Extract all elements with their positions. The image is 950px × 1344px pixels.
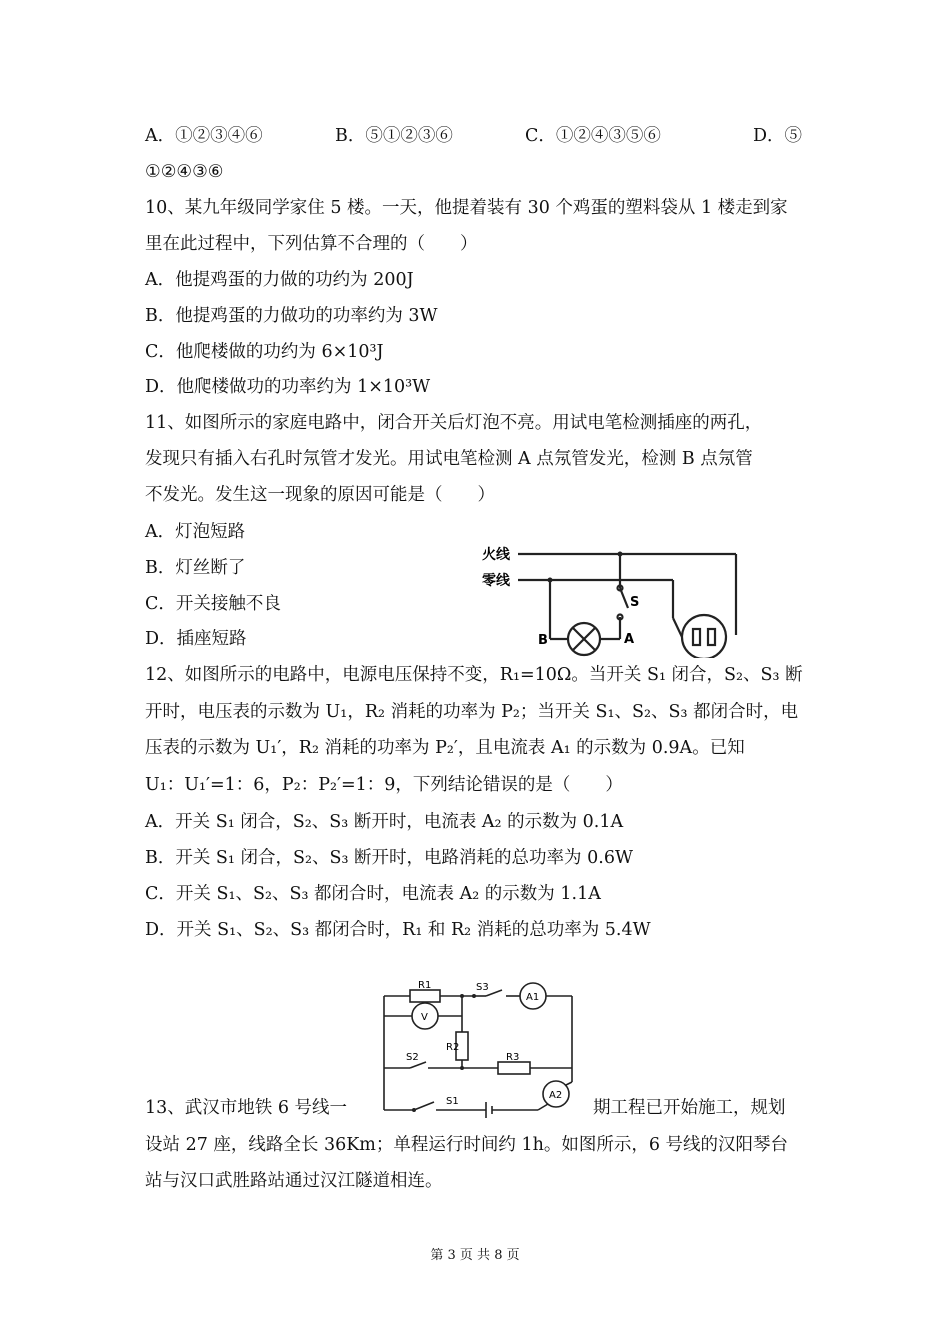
- s1-label: S1: [446, 1096, 459, 1107]
- q9-option-d: D．⑤: [753, 126, 803, 146]
- q10-stem-line-2: 里在此过程中，下列估算不合理的（ ）: [145, 234, 478, 254]
- q12-option-a: A．开关 S₁ 闭合，S₂、S₃ 断开时，电流表 A₂ 的示数为 0.1A: [145, 812, 624, 832]
- q10-option-b: B．他提鸡蛋的力做功的功率约为 3W: [145, 306, 438, 326]
- q9-option-b: B．⑤①②③⑥: [335, 126, 453, 146]
- q9-option-a: A．①②③④⑥: [145, 126, 263, 146]
- voltmeter-label: V: [421, 1012, 428, 1023]
- live-wire-label: 火线: [482, 547, 510, 563]
- q11-stem-line-3: 不发光。发生这一现象的原因可能是（ ）: [145, 485, 495, 505]
- q11-stem-line-2: 发现只有插入右孔时氖管才发光。用试电笔检测 A 点氖管发光，检测 B 点氖管: [145, 449, 753, 469]
- point-a-label: A: [624, 632, 635, 647]
- q10-option-a: A．他提鸡蛋的力做的功约为 200J: [145, 270, 414, 290]
- q12-stem-line-3: 压表的示数为 U₁′，R₂ 消耗的功率为 P₂′，且电流表 A₁ 的示数为 0.9A。已知: [145, 738, 745, 758]
- page-footer: 第 3 页 共 8 页: [430, 1248, 520, 1263]
- q13-stem-line-2: 设站 27 座，线路全长 36Km；单程运行时间约 1h。如图所示，6 号线的汉阳琴台: [145, 1135, 789, 1155]
- household-circuit-diagram: [478, 540, 743, 658]
- q11-option-b: B．灯丝断了: [145, 558, 246, 578]
- resistor-circuit-diagram: [378, 978, 578, 1118]
- q11-stem-line-1: 11、如图所示的家庭电路中，闭合开关后灯泡不亮。用试电笔检测插座的两孔，: [145, 413, 763, 433]
- neutral-wire-label: 零线: [482, 573, 510, 589]
- q11-option-d: D．插座短路: [145, 629, 247, 649]
- q10-option-d: D．他爬楼做功的功率约为 1×10³W: [145, 377, 431, 397]
- q13-stem-line-3: 站与汉口武胜路站通过汉江隧道相连。: [145, 1171, 443, 1191]
- switch-s-label: S: [630, 595, 640, 610]
- q11-option-c: C．开关接触不良: [145, 594, 281, 614]
- q13-stem-line-1-right: 期工程已开始施工，规划: [593, 1098, 786, 1118]
- r2-label: R2: [446, 1042, 460, 1053]
- q12-stem-line-1: 12、如图所示的电路中，电源电压保持不变，R₁=10Ω。当开关 S₁ 闭合，S₂、S₃ 断: [145, 665, 803, 685]
- q12-option-d: D．开关 S₁、S₂、S₃ 都闭合时，R₁ 和 R₂ 消耗的总功率为 5.4W: [145, 920, 651, 940]
- q12-option-b: B．开关 S₁ 闭合，S₂、S₃ 断开时，电路消耗的总功率为 0.6W: [145, 848, 633, 868]
- r3-label: R3: [506, 1052, 520, 1063]
- point-b-label: B: [538, 633, 548, 648]
- q10-stem-line-1: 10、某九年级同学家住 5 楼。一天，他提着装有 30 个鸡蛋的塑料袋从 1 楼走到家: [145, 198, 788, 218]
- ammeter-a1-label: A1: [526, 992, 540, 1003]
- s3-label: S3: [476, 982, 489, 993]
- q10-option-c: C．他爬楼做的功约为 6×10³J: [145, 342, 384, 362]
- q13-stem-line-1-left: 13、武汉市地铁 6 号线一: [145, 1098, 348, 1118]
- q12-stem-line-2: 开时，电压表的示数为 U₁，R₂ 消耗的功率为 P₂；当开关 S₁、S₂、S₃ 都闭合时，电: [145, 702, 799, 722]
- q9-option-c: C．①②④③⑤⑥: [525, 126, 661, 146]
- ammeter-a2-label: A2: [549, 1090, 563, 1101]
- q9-option-d-continued: ①②④③⑥: [145, 162, 224, 182]
- s2-label: S2: [406, 1052, 419, 1063]
- q12-stem-line-4: U₁：U₁′=1：6，P₂：P₂′=1：9，下列结论错误的是（ ）: [145, 775, 623, 795]
- q11-option-a: A．灯泡短路: [145, 522, 246, 542]
- q12-option-c: C．开关 S₁、S₂、S₃ 都闭合时，电流表 A₂ 的示数为 1.1A: [145, 884, 601, 904]
- r1-label: R1: [418, 980, 432, 991]
